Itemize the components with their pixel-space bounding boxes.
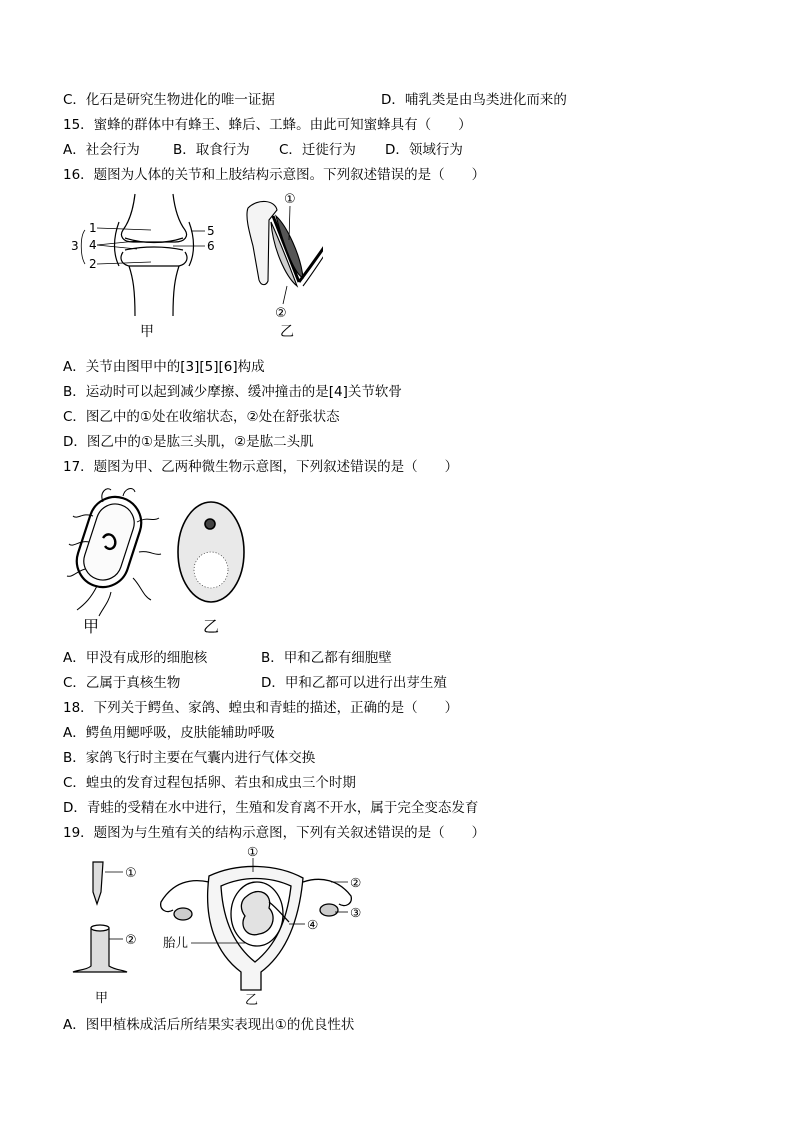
q16-stem: 16．题图为人体的关节和上肢结构示意图。下列叙述错误的是（ ）	[63, 167, 486, 183]
q17-caption-yi: 乙	[203, 617, 220, 636]
q16-option-d: D．图乙中的①是肱三头肌，②是肱二头肌	[63, 434, 314, 450]
q16-caption-jia: 甲	[140, 324, 154, 340]
q15-option-b: B．取食行为	[173, 142, 250, 158]
q17-caption-jia: 甲	[83, 617, 100, 636]
q14-option-d: D．哺乳类是由鸟类进化而来的	[381, 92, 567, 108]
bacterium-diagram	[67, 489, 161, 616]
scion-icon	[93, 862, 103, 904]
q19-caption-yi: 乙	[245, 993, 259, 1008]
uterus-diagram	[161, 866, 352, 990]
q17-option-d: D．甲和乙都可以进行出芽生殖	[261, 675, 447, 691]
q19-figure	[63, 842, 393, 1010]
q15-stem: 15．蜜蜂的群体中有蜂王、蜂后、工蜂。由此可知蜜蜂具有（ ）	[63, 117, 472, 133]
q18-option-c: C．蝗虫的发育过程包括卵、若虫和成虫三个时期	[63, 775, 356, 791]
fetus-label: 胎儿	[163, 935, 189, 950]
label-5: 5	[207, 224, 215, 238]
q16-option-b: B．运动时可以起到减少摩擦、缓冲撞击的是[4]关节软骨	[63, 384, 402, 400]
q16-caption-yi: 乙	[280, 324, 294, 340]
q16-figure	[63, 186, 323, 346]
joint-labels	[71, 221, 215, 271]
q17-option-b: B．甲和乙都有细胞壁	[261, 650, 392, 666]
label-3: 3	[71, 239, 79, 253]
q18-option-b: B．家鸽飞行时主要在气囊内进行气体交换	[63, 750, 316, 766]
q19-stem: 19．题图为与生殖有关的结构示意图，下列有关叙述错误的是（ ）	[63, 825, 486, 841]
label-circle-2: ②	[275, 306, 287, 321]
q18-option-a: A．鳄鱼用鳃呼吸，皮肤能辅助呼吸	[63, 725, 275, 741]
q16-option-a: A．关节由图甲中的[3][5][6]构成	[63, 359, 265, 375]
q18-option-d: D．青蛙的受精在水中进行，生殖和发育离不开水，属于完全变态发育	[63, 800, 479, 816]
q15-option-c: C．迁徙行为	[279, 142, 356, 158]
q15-option-a: A．社会行为	[63, 142, 140, 158]
uterus-label-4: ④	[307, 917, 319, 932]
graft-label-1: ①	[125, 866, 137, 881]
q17-option-a: A．甲没有成形的细胞核	[63, 650, 208, 666]
uterus-label-1: ①	[247, 844, 259, 859]
label-4: 4	[89, 238, 97, 252]
rootstock-icon	[73, 928, 127, 972]
q19-option-a: A．图甲植株成活后所结果实表现出①的优良性状	[63, 1017, 355, 1033]
label-6: 6	[207, 239, 215, 253]
q15-option-d: D．领域行为	[385, 142, 463, 158]
fetus-icon	[241, 892, 273, 935]
uterus-label-3: ③	[350, 905, 362, 920]
uterus-label-2: ②	[350, 875, 362, 890]
q16-option-c: C．图乙中的①处在收缩状态，②处在舒张状态	[63, 409, 340, 425]
label-circle-1: ①	[284, 192, 296, 207]
label-2: 2	[89, 257, 97, 271]
yeast-diagram	[178, 502, 244, 602]
graft-label-2: ②	[125, 933, 137, 948]
q19-caption-jia: 甲	[95, 991, 109, 1006]
q18-stem: 18．下列关于鳄鱼、家鸽、蝗虫和青蛙的描述，正确的是（ ）	[63, 700, 459, 716]
graft-diagram	[73, 862, 127, 972]
joint-diagram	[115, 194, 194, 316]
label-1: 1	[89, 221, 97, 235]
q17-option-c: C．乙属于真核生物	[63, 675, 181, 691]
q17-stem: 17．题图为甲、乙两种微生物示意图，下列叙述错误的是（ ）	[63, 459, 459, 475]
q17-figure	[63, 482, 263, 642]
q14-option-c: C．化石是研究生物进化的唯一证据	[63, 92, 275, 108]
arm-diagram	[247, 201, 323, 286]
